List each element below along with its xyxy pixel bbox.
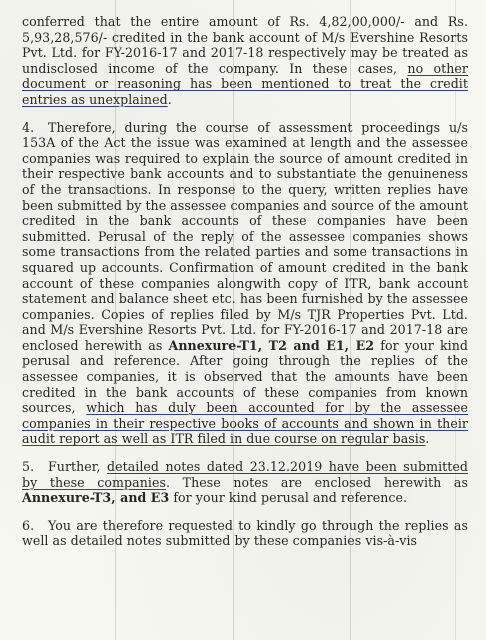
p4-annexure-ref: Annexure-T1, T2 and E1, E2	[168, 337, 375, 353]
p1-text-end: .	[167, 91, 172, 107]
p1-text: conferred that the entire amount of Rs. 4,82,00,000/- and Rs. 5,93,28,576/- credited in the bank account of M/s Evershine Resorts Pvt. Ltd. for FY-2016-17 and 2017-18 respectively may be treated as undisclosed income of the company. In these cases,	[22, 14, 468, 76]
paragraph-4	[22, 120, 468, 447]
p6-text: You are therefore requested to kindly go through the replies as well as detailed notes submitted by these companies vis-à-vis	[22, 517, 468, 549]
paragraph-number: 6.	[22, 517, 35, 533]
p5-annexure-ref: Annexure-T3, and E3	[22, 490, 170, 506]
p4-text-cont: for your kind perusal and reference. After going through the replies of the assessee companies, it is observed that the amounts have been credited in the bank accounts of these companies from known sources,	[22, 337, 468, 416]
p4-underlined-text: which has duly been accounted for by the assessee companies in their respective books of accounts and shown in their audit report as well as ITR filed in due course on regular basis	[22, 400, 469, 447]
p5-text: Further,	[48, 459, 107, 475]
paragraph-number: 4.	[22, 119, 35, 135]
p5-text-cont: . These notes are enclosed herewith as	[165, 474, 468, 490]
p1-underlined-text: no other document or reasoning has been mentioned to treat the credit entries as unexplained	[22, 60, 468, 107]
p5-text-end: for your kind perusal and reference.	[169, 490, 408, 506]
paragraph-5	[22, 459, 468, 506]
paragraph-continued	[22, 14, 468, 108]
paragraph-6	[22, 518, 468, 549]
p5-underlined-text: detailed notes dated 23.12.2019 have been submitted by these companies	[22, 459, 468, 490]
p4-text-end: .	[425, 431, 430, 447]
paragraph-number: 5.	[22, 459, 35, 475]
p4-text: Therefore, during the course of assessment proceedings u/s 153A of the Act the issue was examined at length and the assessee companies was required to explain the source of amount credited in their respective bank accounts and to substantiate the genuineness of the transactions. In response to the query, written replies have been submitted by the assessee companies and source of the amount credited in the bank accounts of these companies have been submitted. Perusal of the reply of the assessee companies shows some transactions from the related parties and some transactions in squared up accounts. Confirmation of amount credited in the bank account of these companies alongwith copy of ITR, bank account statement and balance sheet etc. has been furnished by the assessee companies. Copies of replies filed by M/s TJR Properties Pvt. Ltd. and M/s Evershine Resorts Pvt. Ltd. for FY-2016-17 and 2017-18 are enclosed herewith as	[22, 119, 468, 353]
document-body	[22, 14, 468, 561]
